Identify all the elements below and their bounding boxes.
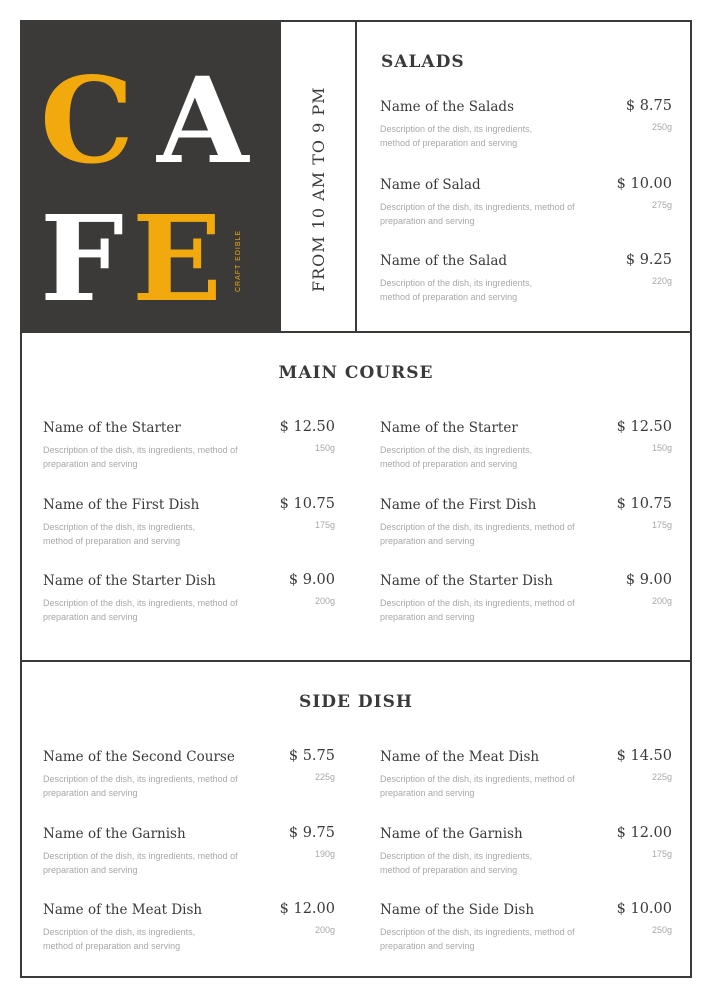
item-name: Name of the Starter bbox=[43, 420, 181, 436]
opening-hours: FROM 10 AM TO 9 PM bbox=[309, 86, 328, 292]
item-name: Name of the Salad bbox=[380, 253, 508, 269]
item-name: Name of Salad bbox=[380, 177, 481, 193]
item-name: Name of the First Dish bbox=[43, 497, 200, 513]
item-price: $ 10.75 bbox=[616, 496, 672, 512]
item-price: $ 10.00 bbox=[616, 901, 672, 917]
item-weight: 200g bbox=[314, 596, 335, 606]
item-description: Description of the dish, its ingredients, method of preparation and serving bbox=[43, 598, 238, 622]
item-name: Name of the Starter bbox=[380, 420, 518, 436]
item-name: Name of the Starter Dish bbox=[380, 573, 553, 589]
menu-item bbox=[43, 826, 335, 896]
item-price: $ 12.00 bbox=[279, 901, 335, 917]
menu-frame bbox=[20, 20, 692, 978]
item-price: $ 12.50 bbox=[279, 419, 335, 435]
item-name: Name of the Meat Dish bbox=[43, 902, 203, 918]
item-weight: 175g bbox=[651, 849, 672, 859]
item-weight: 225g bbox=[314, 772, 335, 782]
item-weight: 225g bbox=[651, 772, 672, 782]
item-description: Description of the dish, its ingredients, method of preparation and serving bbox=[43, 927, 196, 951]
item-name: Name of the Second Course bbox=[43, 749, 235, 765]
menu-item bbox=[380, 826, 672, 896]
item-weight: 175g bbox=[651, 520, 672, 530]
divider bbox=[22, 660, 690, 662]
item-description: Description of the dish, its ingredients, method of preparation and serving bbox=[380, 124, 533, 148]
menu-item bbox=[43, 497, 335, 567]
item-description: Description of the dish, its ingredients, method of preparation and serving bbox=[380, 851, 533, 875]
item-weight: 150g bbox=[651, 443, 672, 453]
menu-item bbox=[43, 420, 335, 490]
menu-item bbox=[380, 253, 672, 323]
item-name: Name of the Side Dish bbox=[380, 902, 535, 918]
menu-item bbox=[380, 420, 672, 490]
item-name: Name of the Salads bbox=[380, 99, 514, 115]
item-weight: 190g bbox=[314, 849, 335, 859]
item-price: $ 9.00 bbox=[625, 572, 672, 588]
item-description: Description of the dish, its ingredients, method of preparation and serving bbox=[380, 522, 575, 546]
item-description: Description of the dish, its ingredients, method of preparation and serving bbox=[380, 927, 575, 951]
salads-title: SALADS bbox=[381, 52, 465, 72]
menu-item bbox=[380, 902, 672, 972]
divider bbox=[355, 22, 357, 331]
item-weight: 200g bbox=[314, 925, 335, 935]
item-weight: 250g bbox=[651, 122, 672, 132]
logo-letter-f: F bbox=[40, 189, 124, 328]
side-dish-title: SIDE DISH bbox=[299, 692, 413, 712]
menu-item bbox=[380, 749, 672, 819]
logo-tagline: CRAFT EDIBLE bbox=[235, 229, 242, 292]
menu-item bbox=[43, 749, 335, 819]
item-weight: 220g bbox=[651, 276, 672, 286]
item-price: $ 12.50 bbox=[616, 419, 672, 435]
menu-item bbox=[43, 902, 335, 972]
item-name: Name of the First Dish bbox=[380, 497, 537, 513]
logo-letter-c: C bbox=[40, 51, 134, 190]
menu-item bbox=[380, 99, 672, 169]
item-description: Description of the dish, its ingredients, method of preparation and serving bbox=[43, 851, 238, 875]
item-description: Description of the dish, its ingredients, method of preparation and serving bbox=[43, 522, 196, 546]
item-weight: 175g bbox=[314, 520, 335, 530]
item-price: $ 10.00 bbox=[616, 176, 672, 192]
item-weight: 250g bbox=[651, 925, 672, 935]
item-price: $ 12.00 bbox=[616, 825, 672, 841]
item-description: Description of the dish, its ingredients, method of preparation and serving bbox=[43, 445, 238, 469]
item-price: $ 5.75 bbox=[288, 748, 335, 764]
item-price: $ 9.00 bbox=[288, 572, 335, 588]
cafe-logo bbox=[22, 22, 281, 331]
item-description: Description of the dish, its ingredients, method of preparation and serving bbox=[380, 598, 575, 622]
menu-item bbox=[380, 497, 672, 567]
divider bbox=[22, 331, 690, 333]
item-name: Name of the Starter Dish bbox=[43, 573, 216, 589]
item-price: $ 14.50 bbox=[616, 748, 672, 764]
item-description: Description of the dish, its ingredients, method of preparation and serving bbox=[380, 774, 575, 798]
item-name: Name of the Meat Dish bbox=[380, 749, 540, 765]
item-price: $ 10.75 bbox=[279, 496, 335, 512]
item-description: Description of the dish, its ingredients, method of preparation and serving bbox=[380, 278, 533, 302]
item-description: Description of the dish, its ingredients, method of preparation and serving bbox=[380, 445, 533, 469]
item-description: Description of the dish, its ingredients, method of preparation and serving bbox=[380, 202, 575, 226]
item-price: $ 8.75 bbox=[625, 98, 672, 114]
menu-item bbox=[43, 573, 335, 643]
main-course-title: MAIN COURSE bbox=[278, 363, 434, 383]
logo-letter-a: A bbox=[157, 51, 249, 190]
item-description: Description of the dish, its ingredients, method of preparation and serving bbox=[43, 774, 238, 798]
menu-item bbox=[380, 177, 672, 247]
menu-item bbox=[380, 573, 672, 643]
item-weight: 200g bbox=[651, 596, 672, 606]
item-name: Name of the Garnish bbox=[380, 826, 523, 842]
item-name: Name of the Garnish bbox=[43, 826, 186, 842]
item-price: $ 9.75 bbox=[288, 825, 335, 841]
item-weight: 150g bbox=[314, 443, 335, 453]
item-price: $ 9.25 bbox=[625, 252, 672, 268]
item-weight: 275g bbox=[651, 200, 672, 210]
logo-letter-e: E bbox=[132, 189, 222, 328]
